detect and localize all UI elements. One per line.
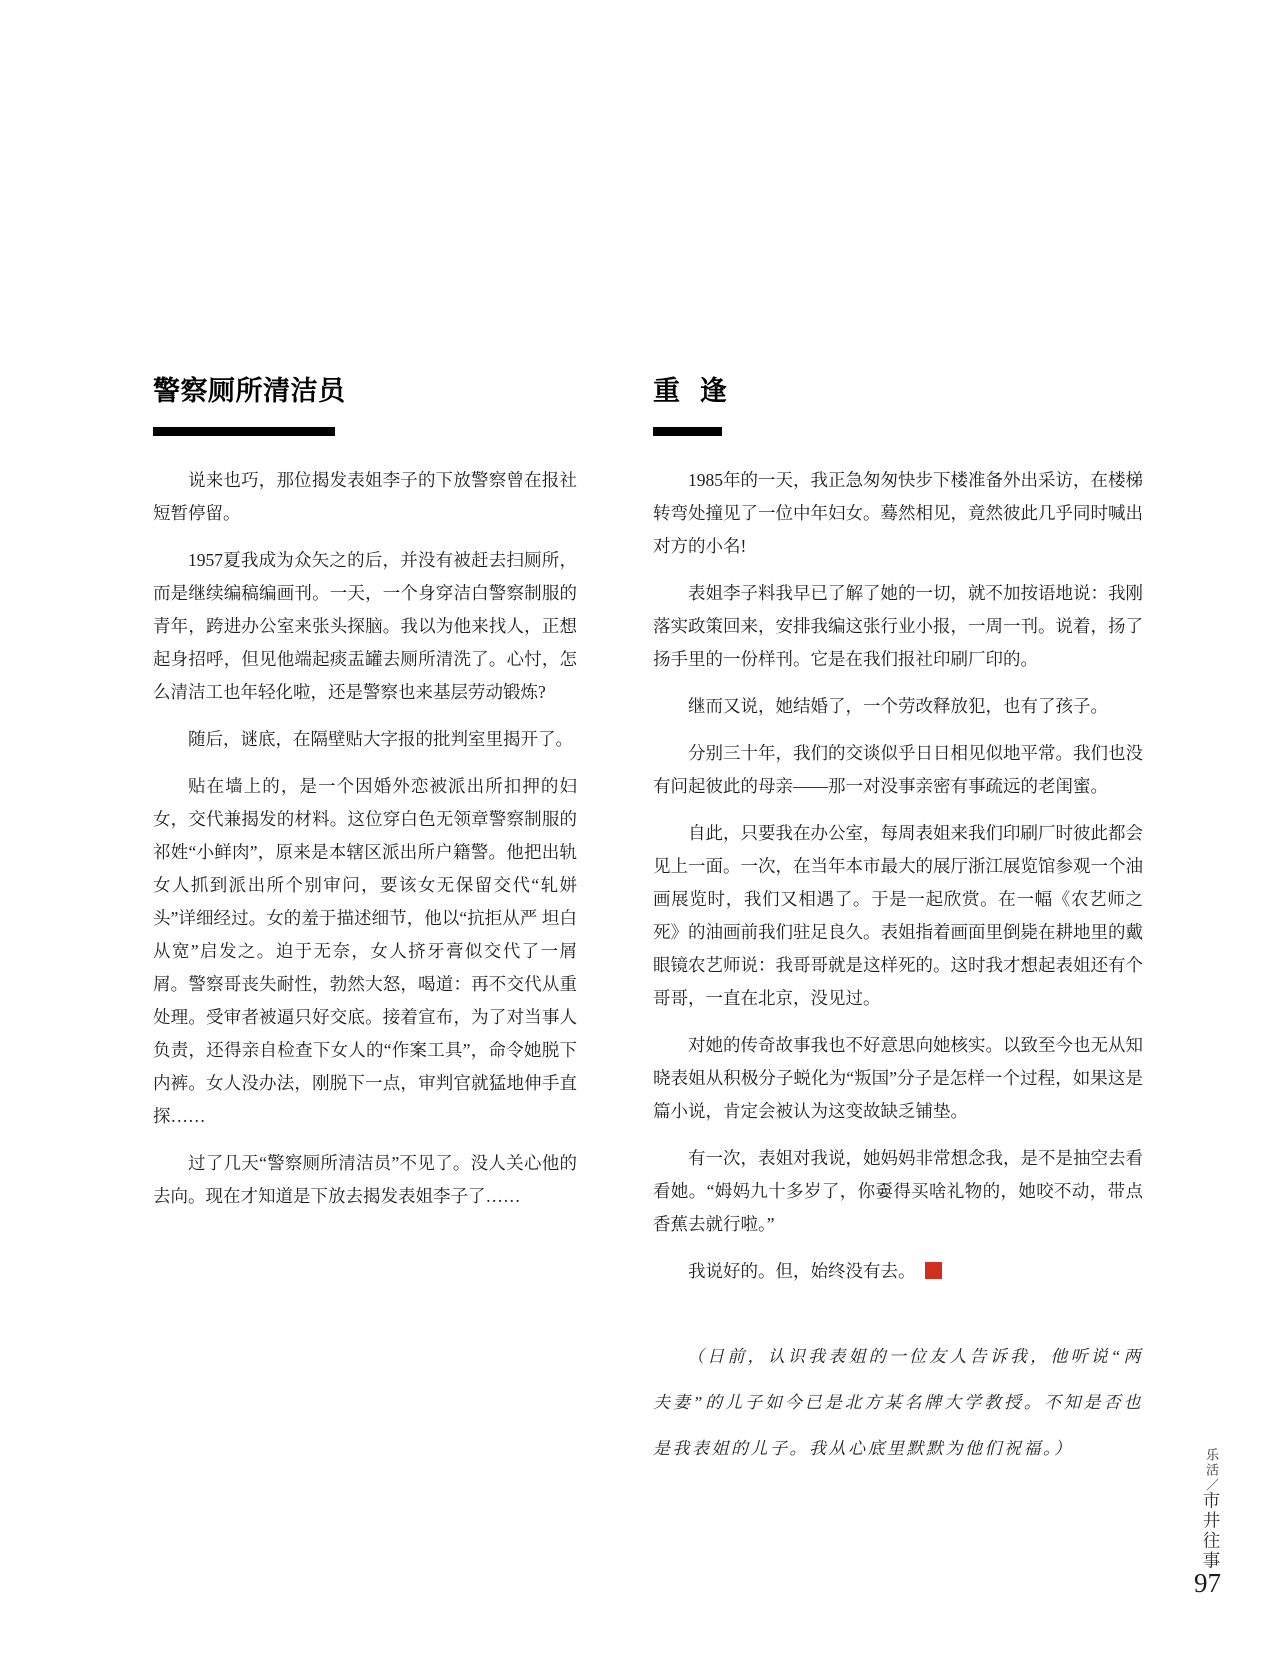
section-name-large: 市井往事 [1201,1491,1221,1571]
right-column [653,372,1143,1489]
editor-note: （日前，认识我表姐的一位友人告诉我，他听说“两夫妻”的儿子如今已是北方某名牌大学教授。不知是否也是我表姐的儿子。我从心底里默默为他们祝福。） [653,1347,1143,1458]
section-slash: ／ [1204,1478,1219,1491]
right-article-title: 重 逢 [653,376,728,406]
paragraph: 随后，谜底，在隔壁贴大字报的批判室里揭开了。 [188,729,573,749]
paragraph: 自此，只要我在办公室，每周表姐来我们印刷厂时彼此都会见上一面。一次，在当年本市最大的展厅浙江展览馆参观一个油画展览时，我们又相遇了。于是一起欣赏。在一幅《农艺师之死》的油画前我们驻足良久。表姐指着画面里倒毙在耕地里的戴眼镜农艺师说：我哥哥就是这样死的。这时我才想起表姐还有个哥哥，一直在北京，没见过。 [653,823,1143,1008]
section-name-small: 乐活 [1204,1448,1219,1478]
section-label-vertical [1199,1448,1223,1571]
left-article-title: 警察厕所清洁员 [153,376,346,406]
paragraph: 分别三十年，我们的交谈似乎日日相见似地平常。我们也没有问起彼此的母亲——那一对没事亲密有事疏远的老闺蜜。 [653,743,1143,796]
left-column [153,372,577,1227]
paragraph: 说来也巧，那位揭发表姐李子的下放警察曾在报社短暂停留。 [153,470,577,523]
closing-paragraph [653,1255,1143,1288]
page-number: 97 [1194,1568,1221,1598]
left-article-body [153,464,577,1213]
article-end-square-icon [925,1262,942,1279]
paragraph: 1957夏我成为众矢之的后，并没有被赶去扫厕所，而是继续编稿编画刊。一天，一个身穿洁白警察制服的青年，跨进办公室来张头探脑。我以为他来找人，正想起身招呼，但见他端起痰盂罐去厕所清洗了。心忖，怎么清洁工也年轻化啦，还是警察也来基层劳动锻炼? [153,550,577,702]
paragraph: 对她的传奇故事我也不好意思向她核实。以致至今也无从知晓表姐从积极分子蜕化为“叛国”分子是怎样一个过程，如果这是篇小说，肯定会被认为这变故缺乏铺垫。 [653,1035,1143,1121]
paragraph: 贴在墙上的，是一个因婚外恋被派出所扣押的妇女，交代兼揭发的材料。这位穿白色无领章警察制服的祁姓“小鲜肉”，原来是本辖区派出所户籍警。他把出轨女人抓到派出所个别审问，要该女无保留交代“轧姘头”详细经过。女的羞于描述细节，他以“抗拒从严 坦白从宽”启发之。迫于无奈，女人挤牙膏似交代了一屑屑。警察哥丧失耐性，勃然大怒，喝道：再不交代从重处理。受审者被逼只好交底。接着宣布，为了对当事人负责，还得亲自检查下女人的“作案工具”，命令她脱下内裤。女人没办法，刚脱下一点，审判官就猛地伸手直探…… [153,776,577,1126]
paragraph: 1985年的一天，我正急匆匆快步下楼准备外出采访，在楼梯转弯处撞见了一位中年妇女。蓦然相见，竟然彼此几乎同时喊出对方的小名! [653,470,1143,556]
paragraph: 表姐李子料我早已了解了她的一切，就不加按语地说：我刚落实政策回来，安排我编这张行业小报，一周一刊。说着，扬了扬手里的一份样刊。它是在我们报社印刷厂印的。 [653,583,1143,669]
paragraph: 继而又说，她结婚了，一个劳改释放犯，也有了孩子。 [688,696,1108,716]
paragraph: 过了几天“警察厕所清洁员”不见了。没人关心他的去向。现在才知道是下放去揭发表姐李子了…… [153,1153,577,1206]
right-article-body [653,464,1143,1472]
paragraph: 有一次，表姐对我说，她妈妈非常想念我，是不是抽空去看看她。“姆妈九十多岁了，你嫑得买啥礼物的，她咬不动，带点香蕉去就行啦。” [653,1148,1143,1234]
title-rule [153,427,335,436]
title-rule [653,427,722,436]
closing-text: 我说好的。但，始终没有去。 [688,1261,916,1281]
